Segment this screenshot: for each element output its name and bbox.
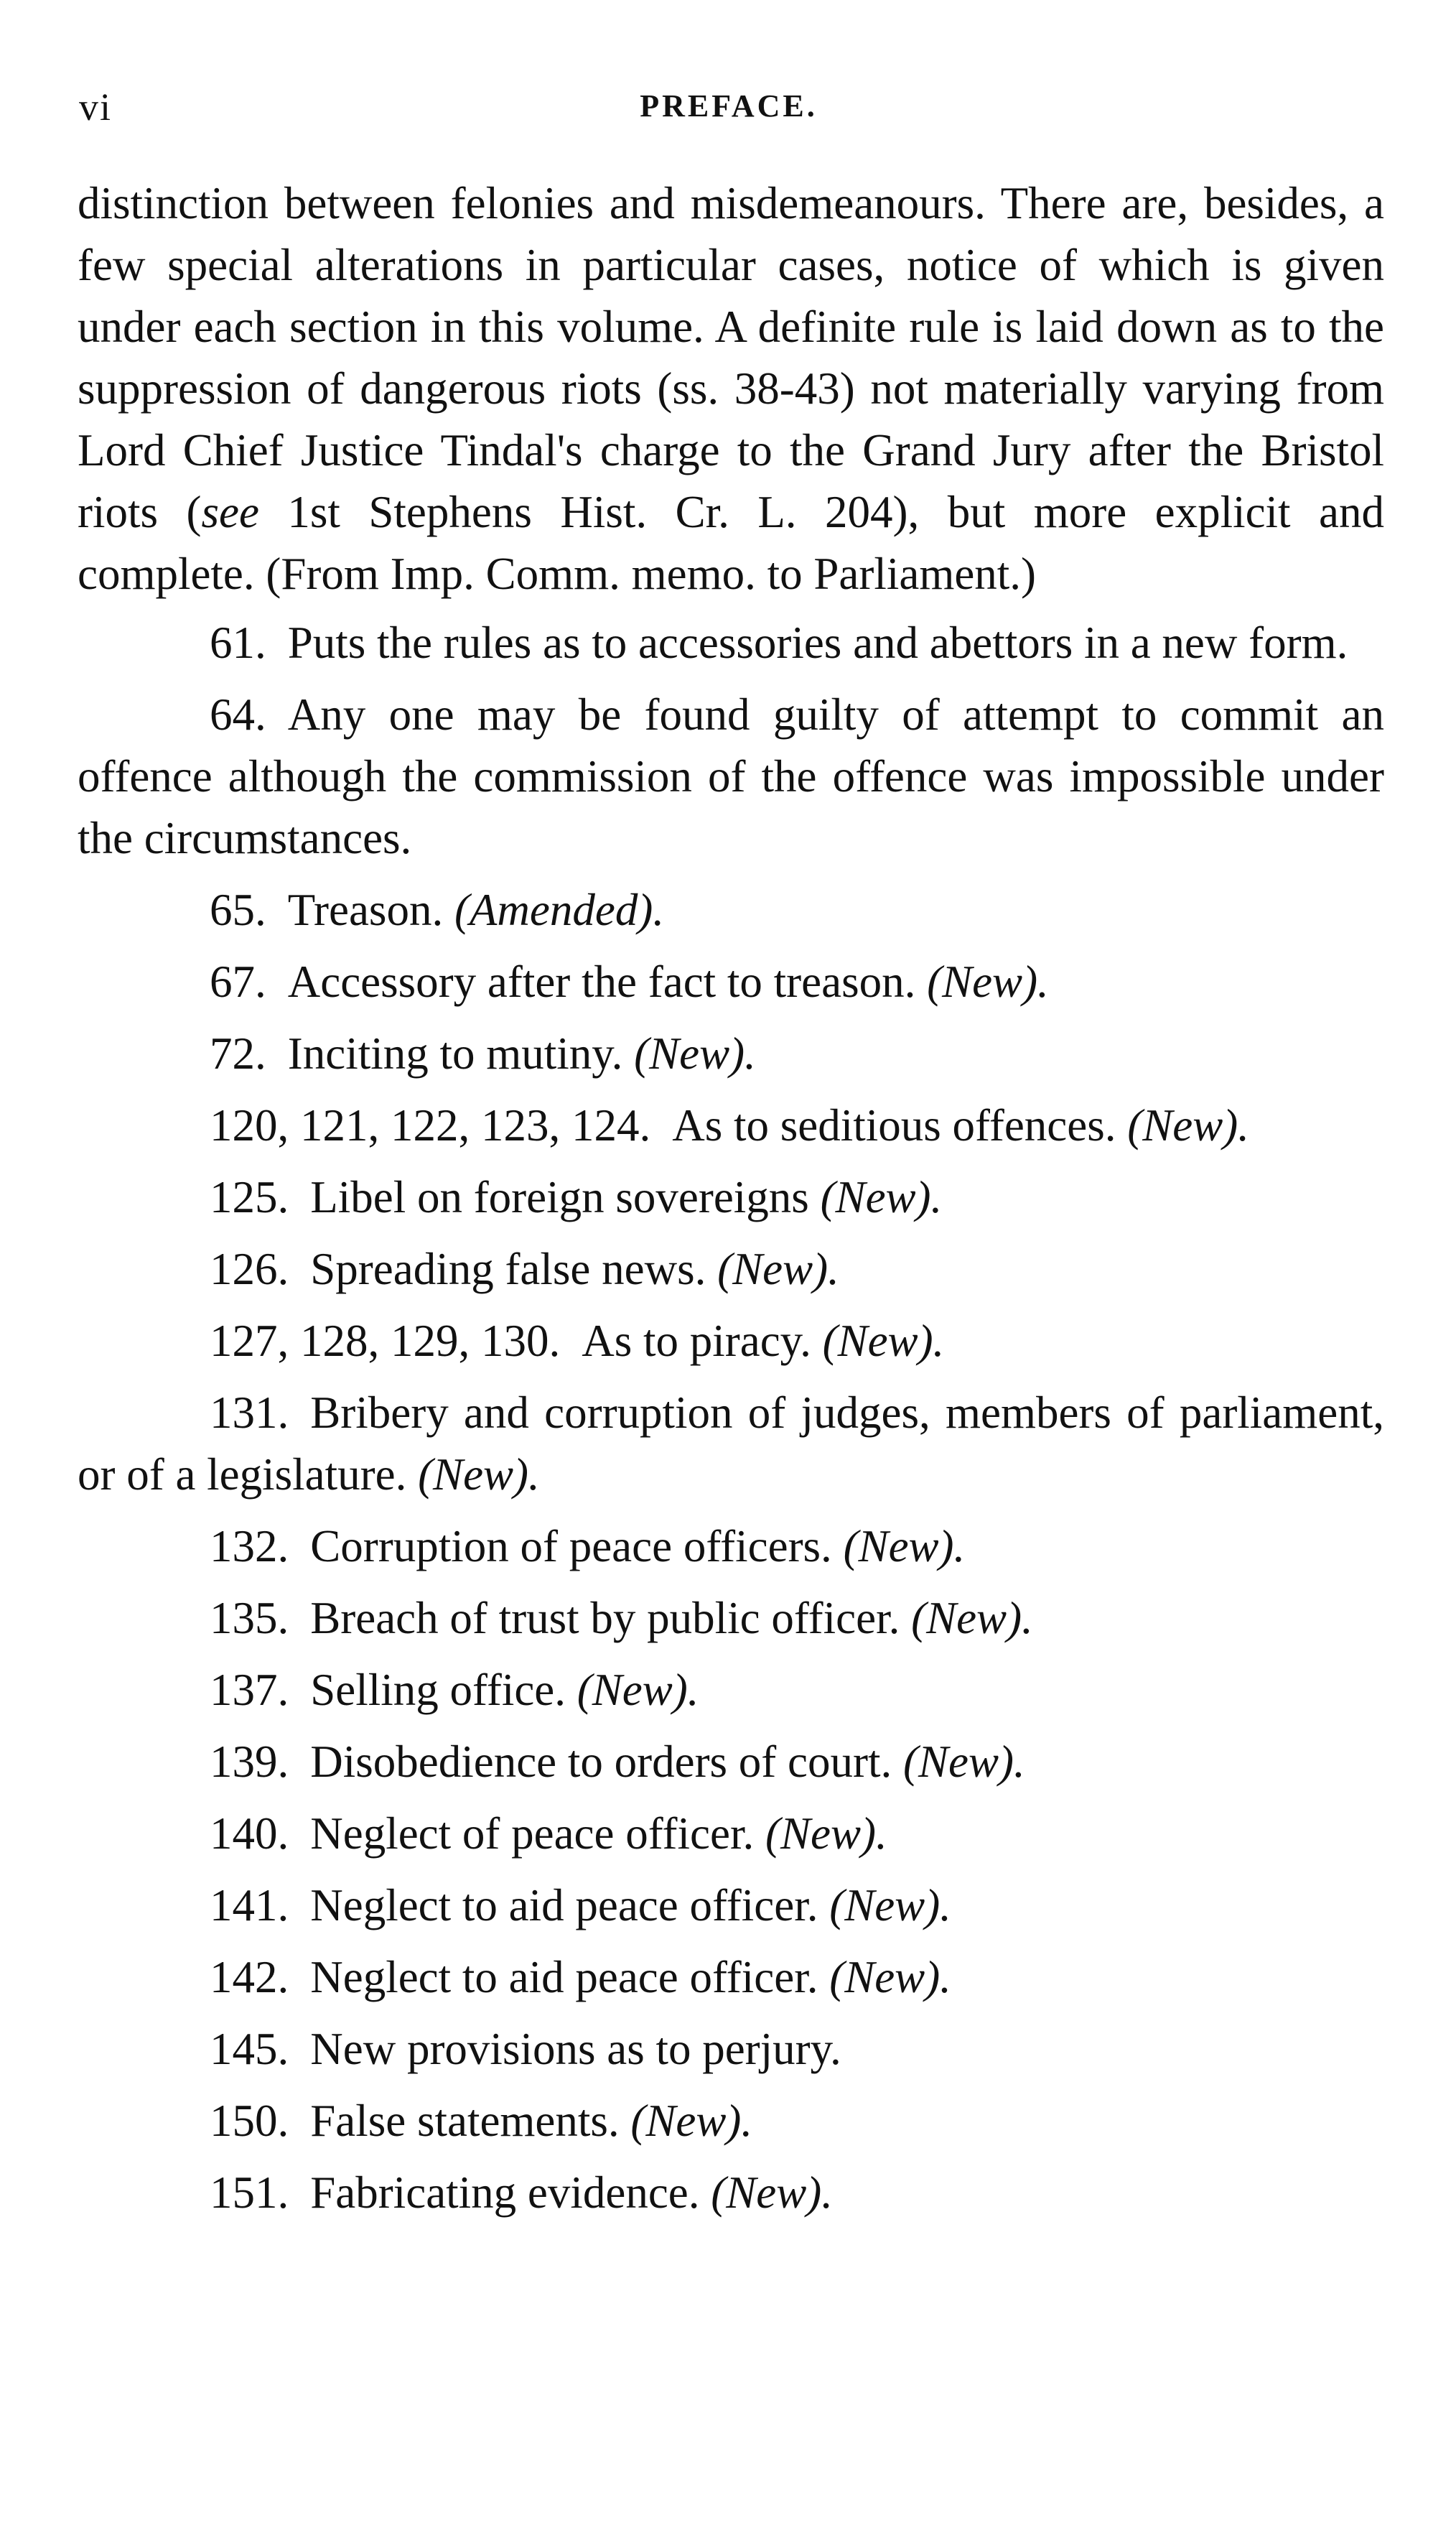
section-entry [78, 2090, 1384, 2152]
section-entry [78, 1166, 1384, 1228]
section-text: New provisions as to perjury. [310, 2024, 841, 2074]
section-entry [78, 612, 1384, 674]
section-entry [78, 1659, 1384, 1721]
section-number: 126. [210, 1244, 289, 1294]
page-header [79, 85, 1378, 135]
page-body [78, 172, 1384, 2234]
section-text: Spreading false news. [310, 1244, 718, 1294]
section-tag: (New). [820, 1172, 943, 1222]
section-tag: (New). [630, 2096, 753, 2146]
section-text: Corruption of peace officers. [310, 1521, 844, 1571]
section-entry [78, 2018, 1384, 2080]
section-text: Bribery and corruption of judges, members of parliament, or of a legislature. [78, 1388, 1384, 1500]
section-entry [78, 1238, 1384, 1300]
page-number: vi [79, 85, 113, 129]
section-text: Neglect to aid peace officer. [310, 1880, 830, 1930]
section-entry [78, 1023, 1384, 1084]
section-entry [78, 2162, 1384, 2223]
section-number: 145. [210, 2024, 289, 2074]
section-tag: (New). [822, 1316, 945, 1366]
section-tag: (New). [829, 1952, 951, 2002]
section-text: Neglect to aid peace officer. [310, 1952, 830, 2002]
section-tag: (New). [829, 1880, 951, 1930]
section-number: 61. [210, 618, 266, 668]
section-text: Disobedience to orders of court. [310, 1737, 903, 1787]
section-number: 125. [210, 1172, 289, 1222]
section-entry [78, 1587, 1384, 1649]
running-head: PREFACE. [640, 88, 818, 124]
section-number: 64. [210, 689, 266, 740]
intro-text-part2: 1st Stephens Hist. Cr. L. 204), but more explicit and complete. (From Imp. Comm. memo. to Parliament.) [78, 487, 1384, 599]
section-tag: (New). [577, 1665, 699, 1715]
section-entry [78, 1946, 1384, 2008]
section-text: False statements. [310, 2096, 631, 2146]
section-number: 72. [210, 1028, 266, 1079]
section-text: As to piracy. [582, 1316, 823, 1366]
section-number: 65. [210, 885, 266, 935]
section-number: 120, 121, 122, 123, 124. [210, 1100, 651, 1151]
section-tag: (New). [717, 1244, 839, 1294]
section-tag: (New). [911, 1593, 1033, 1643]
section-text: Inciting to mutiny. [287, 1028, 635, 1079]
section-entry [78, 951, 1384, 1013]
section-text: Neglect of peace officer. [310, 1808, 765, 1859]
section-entry [78, 684, 1384, 869]
section-number: 137. [210, 1665, 289, 1715]
section-tag: (New). [634, 1028, 756, 1079]
section-text: Libel on foreign sovereigns [310, 1172, 821, 1222]
section-number: 150. [210, 2096, 289, 2146]
intro-text-part1: distinction between felonies and misdemeanours. There are, besides, a few special alterations in particular cases, notice of which is given under each section in this volume. A definite rule is laid down as to the suppression of dangerous riots (ss. 38-43) not materially varying from Lord Chief Justice Tindal's charge to the Grand Jury after the Bristol riots ( [78, 178, 1384, 537]
section-entry [78, 1382, 1384, 1505]
section-text: Accessory after the fact to treason. [287, 957, 928, 1007]
section-entry [78, 1803, 1384, 1864]
section-tag: (New). [765, 1808, 887, 1859]
section-entry [78, 879, 1384, 941]
section-tag: (New). [711, 2167, 833, 2218]
section-tag: (Amended). [454, 885, 665, 935]
section-list [78, 612, 1384, 2223]
section-number: 127, 128, 129, 130. [210, 1316, 561, 1366]
intro-paragraph [78, 172, 1384, 605]
section-number: 142. [210, 1952, 289, 2002]
section-number: 139. [210, 1737, 289, 1787]
section-entry [78, 1731, 1384, 1793]
section-number: 67. [210, 957, 266, 1007]
section-number: 135. [210, 1593, 289, 1643]
intro-see-italic: see [201, 487, 259, 537]
section-tag: (New). [418, 1449, 540, 1500]
section-text: Fabricating evidence. [310, 2167, 711, 2218]
section-tag: (New). [903, 1737, 1025, 1787]
section-entry [78, 1515, 1384, 1577]
section-text: Selling office. [310, 1665, 577, 1715]
section-entry [78, 1310, 1384, 1372]
section-text: Breach of trust by public officer. [310, 1593, 912, 1643]
section-entry [78, 1094, 1384, 1156]
section-text: Any one may be found guilty of attempt to commit an offence although the commission of the offence was impossible under the circumstances. [78, 689, 1384, 863]
section-number: 132. [210, 1521, 289, 1571]
section-entry [78, 1874, 1384, 1936]
section-number: 141. [210, 1880, 289, 1930]
section-tag: (New). [1127, 1100, 1249, 1151]
section-text: Treason. [287, 885, 454, 935]
section-tag: (New). [927, 957, 1049, 1007]
section-number: 131. [210, 1388, 289, 1438]
section-tag: (New). [843, 1521, 966, 1571]
section-text: Puts the rules as to accessories and abettors in a new form. [287, 618, 1348, 668]
section-text: As to seditious offences. [672, 1100, 1128, 1151]
section-number: 140. [210, 1808, 289, 1859]
section-number: 151. [210, 2167, 289, 2218]
